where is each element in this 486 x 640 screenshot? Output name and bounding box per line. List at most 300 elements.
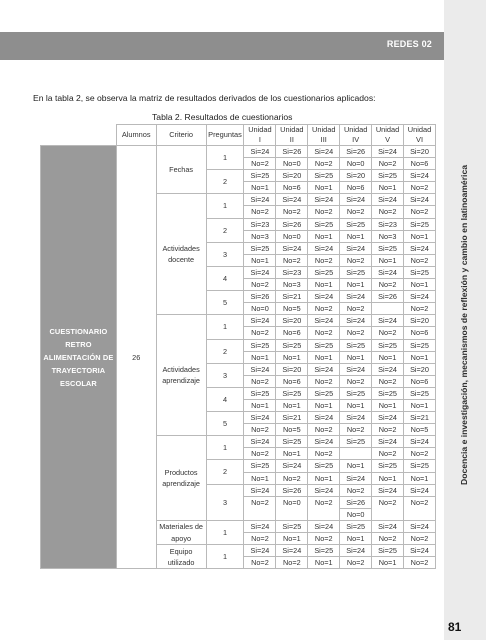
- unit-word: Unidad: [407, 125, 432, 134]
- value-cell: [276, 266, 308, 290]
- value-line: Si=21: [404, 412, 435, 424]
- value-line: Si=24: [372, 412, 403, 424]
- value-line: Si=25: [404, 340, 435, 352]
- value-line: Si=25: [244, 170, 275, 182]
- value-line: Si=25: [308, 388, 339, 400]
- value-line: Si=24: [244, 436, 275, 448]
- value-line: Si=24: [308, 521, 339, 533]
- value-line: Si=24: [244, 412, 275, 424]
- value-line: Si=23: [244, 219, 275, 231]
- value-cell: [308, 170, 340, 194]
- value-line: No=2: [378, 449, 397, 459]
- value-cell: [404, 194, 436, 218]
- value-cell: [276, 194, 308, 218]
- value-line: Si=20: [340, 170, 371, 182]
- unit-word: Unidad: [375, 125, 400, 134]
- value-cell: [276, 339, 308, 363]
- value-cell: [340, 412, 372, 436]
- value-cell: [276, 436, 308, 460]
- value-cell: [372, 266, 404, 290]
- value-cell: [308, 146, 340, 170]
- value-line: Si=25: [372, 170, 403, 182]
- value-cell: [340, 315, 372, 339]
- value-line: Si=24: [308, 291, 339, 303]
- value-line: Si=24: [340, 364, 371, 376]
- value-line: Si=24: [244, 521, 275, 533]
- value-line: No=2: [346, 255, 365, 265]
- value-line: No=3: [283, 280, 301, 290]
- value-line: No=3: [378, 231, 397, 241]
- value-line: No=1: [340, 460, 371, 472]
- unit-number: IV: [352, 135, 360, 144]
- value-line: Si=20: [276, 170, 307, 182]
- value-line: No=1: [346, 400, 365, 410]
- value-line: No=2: [378, 376, 397, 386]
- value-line: Si=24: [308, 146, 339, 158]
- side-text: [449, 165, 479, 485]
- value-line: No=2: [314, 376, 333, 386]
- value-line: No=2: [378, 207, 397, 217]
- value-line: No=1: [283, 534, 301, 543]
- value-line: Si=24: [372, 364, 403, 376]
- value-line: No=2: [378, 328, 397, 338]
- value-cell: [404, 412, 436, 436]
- value-line: Si=25: [244, 388, 275, 400]
- value-line: Si=21: [276, 291, 307, 303]
- value-line: Si=25: [340, 267, 371, 279]
- value-line: Si=24: [244, 364, 275, 376]
- header-criterio: Criterio: [156, 125, 206, 146]
- value-line: Si=25: [276, 388, 307, 400]
- table-caption: Tabla 2. Resultados de cuestionarios: [152, 112, 293, 122]
- value-cell: [244, 291, 276, 315]
- value-cell: [340, 339, 372, 363]
- value-line: Si=24: [276, 545, 307, 557]
- value-line: Si=25: [244, 460, 275, 472]
- main-label-cell: CUESTIONARIO RETRO ALIMENTACIÓN DE TRAYECTORIA ESCOLAR: [41, 146, 117, 569]
- value-line: Si=24: [404, 545, 435, 557]
- value-line: No=2: [378, 534, 397, 543]
- value-line: Si=24: [372, 485, 403, 497]
- value-line: Si=24: [244, 146, 275, 158]
- value-line: No=2: [251, 425, 269, 435]
- value-cell: [244, 412, 276, 436]
- value-line: No=0: [346, 509, 365, 519]
- value-line: Si=25: [372, 545, 403, 557]
- value-line: Si=24: [244, 545, 275, 557]
- value-line: No=2: [283, 207, 301, 217]
- value-line: No=2: [251, 376, 269, 386]
- value-cell: [404, 242, 436, 266]
- value-cell: [404, 218, 436, 242]
- value-cell: [404, 363, 436, 387]
- value-cell: [372, 387, 404, 411]
- value-line: No=1: [251, 183, 269, 193]
- unit-number: III: [320, 135, 327, 144]
- value-line: No=2: [378, 159, 397, 169]
- unit-number: II: [289, 135, 294, 144]
- value-line: No=2: [251, 159, 269, 169]
- value-line: No=2: [251, 534, 269, 543]
- value-line: Si=24: [276, 460, 307, 472]
- value-line: Si=20: [404, 146, 435, 158]
- criterio-cell: Equipo utilizado: [156, 545, 206, 569]
- value-line: Si=26: [340, 497, 371, 509]
- value-line: Si=24: [308, 412, 339, 424]
- value-cell: [372, 520, 404, 544]
- header-unit: [340, 125, 372, 146]
- value-cell: [340, 436, 372, 460]
- value-line: Si=24: [404, 243, 435, 255]
- value-line: Si=20: [404, 315, 435, 327]
- value-cell: [340, 146, 372, 170]
- value-line: Si=25: [308, 267, 339, 279]
- value-line: No=1: [346, 280, 365, 290]
- value-cell: [308, 520, 340, 544]
- pregunta-cell: 1: [206, 436, 244, 460]
- value-cell: [244, 170, 276, 194]
- value-line: Si=24: [308, 485, 339, 497]
- value-line: Si=25: [308, 340, 339, 352]
- table-body: [41, 125, 436, 569]
- value-cell: [308, 218, 340, 242]
- value-cell: [372, 315, 404, 339]
- value-cell: [404, 291, 436, 315]
- unit-number: V: [385, 135, 391, 144]
- criterio-cell: Fechas: [156, 146, 206, 194]
- value-line: No=1: [314, 183, 333, 193]
- value-line: Si=25: [340, 388, 371, 400]
- value-line: No=1: [378, 400, 397, 410]
- value-cell: [244, 520, 276, 544]
- value-line: Si=20: [404, 364, 435, 376]
- unit-word: Unidad: [343, 125, 368, 134]
- value-cell: [276, 412, 308, 436]
- value-cell: [340, 363, 372, 387]
- value-line: Si=25: [244, 243, 275, 255]
- header-unit: [244, 125, 276, 146]
- value-line: Si=25: [404, 267, 435, 279]
- value-line: Si=26: [372, 291, 403, 303]
- value-line: No=0: [283, 159, 301, 169]
- pregunta-cell: 5: [206, 291, 244, 315]
- value-cell: [404, 339, 436, 363]
- pregunta-cell: 3: [206, 484, 244, 520]
- value-cell: [340, 484, 372, 520]
- value-line: No=2: [251, 558, 269, 568]
- value-line: No=1: [314, 400, 333, 410]
- value-cell: [276, 146, 308, 170]
- value-line: No=2: [251, 328, 269, 338]
- value-line: No=2: [410, 304, 429, 314]
- value-cell: [244, 363, 276, 387]
- value-line: No=1: [378, 255, 397, 265]
- pregunta-cell: 1: [206, 194, 244, 218]
- value-cell: [244, 194, 276, 218]
- value-cell: [372, 170, 404, 194]
- value-line: No=3: [251, 231, 269, 241]
- value-line: [372, 303, 403, 314]
- pregunta-cell: 2: [206, 339, 244, 363]
- value-cell: [372, 436, 404, 460]
- value-line: Si=24: [308, 436, 339, 448]
- value-line: No=6: [410, 159, 429, 169]
- header-unit: [308, 125, 340, 146]
- value-line: No=2: [410, 497, 429, 507]
- criterio-cell: Actividades docente: [156, 194, 206, 315]
- pregunta-cell: 3: [206, 242, 244, 266]
- value-cell: [404, 545, 436, 569]
- value-line: Si=24: [340, 545, 371, 557]
- value-cell: [276, 315, 308, 339]
- value-line: Si=24: [404, 521, 435, 533]
- value-line: No=1: [378, 183, 397, 193]
- value-line: Si=24: [340, 291, 371, 303]
- value-line: No=6: [283, 328, 301, 338]
- value-line: Si=26: [244, 291, 275, 303]
- value-line: Si=25: [340, 340, 371, 352]
- value-cell: [404, 146, 436, 170]
- pregunta-cell: 1: [206, 520, 244, 544]
- value-line: Si=25: [404, 388, 435, 400]
- value-cell: [340, 520, 372, 544]
- value-line: No=2: [346, 376, 365, 386]
- value-line: Si=25: [308, 219, 339, 231]
- value-cell: [308, 339, 340, 363]
- pregunta-cell: 4: [206, 387, 244, 411]
- unit-word: Unidad: [312, 125, 336, 134]
- table-header-row: [41, 125, 436, 146]
- value-line: Si=25: [372, 460, 403, 472]
- value-line: No=6: [346, 183, 365, 193]
- value-line: No=2: [314, 534, 333, 543]
- value-line: No=6: [410, 328, 429, 338]
- value-cell: [372, 291, 404, 315]
- value-cell: [276, 484, 308, 520]
- value-line: No=2: [410, 183, 429, 193]
- value-cell: [276, 460, 308, 484]
- value-cell: [372, 412, 404, 436]
- value-line: No=1: [378, 558, 397, 568]
- value-cell: [308, 315, 340, 339]
- value-cell: [404, 315, 436, 339]
- value-line: No=2: [251, 280, 269, 290]
- value-line: No=6: [410, 376, 429, 386]
- value-line: No=2: [283, 558, 301, 568]
- criterio-cell: Productos aprendizaje: [156, 436, 206, 521]
- value-line: No=1: [251, 400, 269, 410]
- value-cell: [372, 484, 404, 520]
- value-line: Si=24: [340, 243, 371, 255]
- value-cell: [308, 242, 340, 266]
- value-line: Si=24: [244, 485, 275, 497]
- value-line: Si=24: [308, 243, 339, 255]
- value-line: Si=23: [276, 267, 307, 279]
- value-cell: [276, 291, 308, 315]
- value-line: No=1: [251, 255, 269, 265]
- value-cell: [276, 218, 308, 242]
- value-line: No=2: [410, 207, 429, 217]
- value-cell: [404, 436, 436, 460]
- pregunta-cell: 2: [206, 460, 244, 484]
- page-number: 81: [448, 620, 462, 634]
- value-line: Si=26: [276, 485, 307, 497]
- value-line: No=1: [314, 473, 333, 483]
- pregunta-cell: 1: [206, 315, 244, 339]
- value-line: Si=24: [372, 436, 403, 448]
- value-cell: [276, 363, 308, 387]
- value-line: Si=24: [244, 194, 275, 206]
- value-line: No=1: [314, 352, 333, 362]
- value-cell: [404, 484, 436, 520]
- value-line: No=6: [283, 376, 301, 386]
- unit-word: Unidad: [280, 125, 304, 134]
- value-line: Si=26: [276, 146, 307, 158]
- value-line: Si=25: [276, 436, 307, 448]
- value-line: Si=24: [372, 194, 403, 206]
- value-line: No=1: [410, 280, 429, 290]
- alumnos-cell: 26: [116, 146, 156, 569]
- value-line: Si=24: [308, 364, 339, 376]
- value-cell: [404, 387, 436, 411]
- value-line: No=1: [251, 473, 269, 483]
- value-line: No=2: [251, 497, 269, 507]
- value-line: Si=24: [404, 485, 435, 497]
- value-cell: [340, 387, 372, 411]
- value-cell: [308, 436, 340, 460]
- header-alumnos: Alumnos: [116, 125, 156, 146]
- value-line: No=5: [410, 425, 429, 435]
- value-line: No=1: [283, 449, 301, 459]
- header-unit: [372, 125, 404, 146]
- pregunta-cell: 2: [206, 170, 244, 194]
- value-line: Si=24: [244, 315, 275, 327]
- value-line: [340, 448, 371, 459]
- value-cell: [276, 520, 308, 544]
- value-cell: [404, 460, 436, 484]
- value-line: Si=25: [340, 436, 371, 448]
- value-cell: [404, 266, 436, 290]
- value-line: No=2: [378, 425, 397, 435]
- value-line: No=2: [251, 207, 269, 217]
- value-cell: [244, 218, 276, 242]
- value-line: Si=25: [372, 340, 403, 352]
- value-line: Si=24: [404, 194, 435, 206]
- value-line: Si=25: [372, 388, 403, 400]
- value-cell: [340, 194, 372, 218]
- value-line: No=2: [346, 328, 365, 338]
- value-cell: [308, 412, 340, 436]
- value-cell: [244, 436, 276, 460]
- value-cell: [244, 460, 276, 484]
- value-cell: [308, 266, 340, 290]
- value-line: Si=25: [244, 340, 275, 352]
- value-line: No=1: [346, 352, 365, 362]
- header-empty-cell: [41, 125, 117, 146]
- value-line: No=2: [346, 304, 365, 314]
- value-cell: [308, 387, 340, 411]
- header-preguntas: Preguntas: [206, 125, 244, 146]
- value-line: No=2: [378, 497, 397, 507]
- value-cell: [276, 170, 308, 194]
- value-line: No=1: [410, 400, 429, 410]
- value-line: No=1: [410, 231, 429, 241]
- value-line: No=5: [283, 304, 301, 314]
- value-line: No=2: [410, 534, 429, 543]
- value-line: No=2: [410, 255, 429, 265]
- value-cell: [372, 545, 404, 569]
- value-line: No=2: [314, 304, 333, 314]
- value-line: No=1: [410, 352, 429, 362]
- value-cell: [372, 242, 404, 266]
- value-line: Si=25: [340, 521, 371, 533]
- value-line: No=1: [283, 352, 301, 362]
- value-line: No=1: [314, 558, 333, 568]
- value-line: No=0: [346, 159, 365, 169]
- unit-number: I: [258, 135, 261, 144]
- value-line: No=2: [251, 449, 269, 459]
- value-line: No=1: [378, 352, 397, 362]
- value-cell: [244, 242, 276, 266]
- value-line: Si=24: [372, 146, 403, 158]
- value-cell: [372, 460, 404, 484]
- value-line: No=2: [340, 485, 371, 497]
- value-cell: [276, 387, 308, 411]
- unit-word: Unidad: [248, 125, 272, 134]
- side-text-label: Docencia e investigación, mecanismos de reflexión y cambio en latinoamérica: [459, 165, 469, 485]
- value-line: Si=24: [346, 473, 366, 483]
- value-line: Si=24: [308, 194, 339, 206]
- value-cell: [340, 266, 372, 290]
- value-cell: [372, 218, 404, 242]
- value-line: Si=24: [276, 243, 307, 255]
- value-line: No=2: [314, 328, 333, 338]
- value-line: No=2: [314, 425, 333, 435]
- value-line: Si=24: [372, 267, 403, 279]
- pregunta-cell: 3: [206, 363, 244, 387]
- value-cell: [340, 291, 372, 315]
- value-line: No=2: [314, 497, 333, 507]
- value-line: Si=24: [372, 315, 403, 327]
- value-cell: [308, 460, 340, 484]
- pregunta-cell: 5: [206, 412, 244, 436]
- results-table: [40, 124, 436, 569]
- value-line: Si=25: [308, 545, 339, 557]
- value-cell: [340, 242, 372, 266]
- header-unit: [404, 125, 436, 146]
- value-line: No=2: [410, 449, 429, 459]
- criterio-cell: Materiales de apoyo: [156, 520, 206, 544]
- value-line: No=1: [314, 280, 333, 290]
- value-line: No=5: [283, 425, 301, 435]
- value-cell: [244, 146, 276, 170]
- value-line: No=1: [346, 534, 365, 543]
- value-line: Si=24: [340, 412, 371, 424]
- value-line: Si=24: [404, 170, 435, 182]
- header-bar: [0, 32, 444, 60]
- value-line: Si=24: [372, 521, 403, 533]
- value-cell: [372, 146, 404, 170]
- value-line: No=2: [346, 425, 365, 435]
- value-cell: [244, 387, 276, 411]
- value-line: No=2: [346, 558, 365, 568]
- value-line: No=2: [378, 280, 397, 290]
- value-line: Si=26: [340, 146, 371, 158]
- header-unit: [276, 125, 308, 146]
- value-cell: [340, 218, 372, 242]
- value-line: No=2: [283, 473, 301, 483]
- value-line: No=2: [346, 207, 365, 217]
